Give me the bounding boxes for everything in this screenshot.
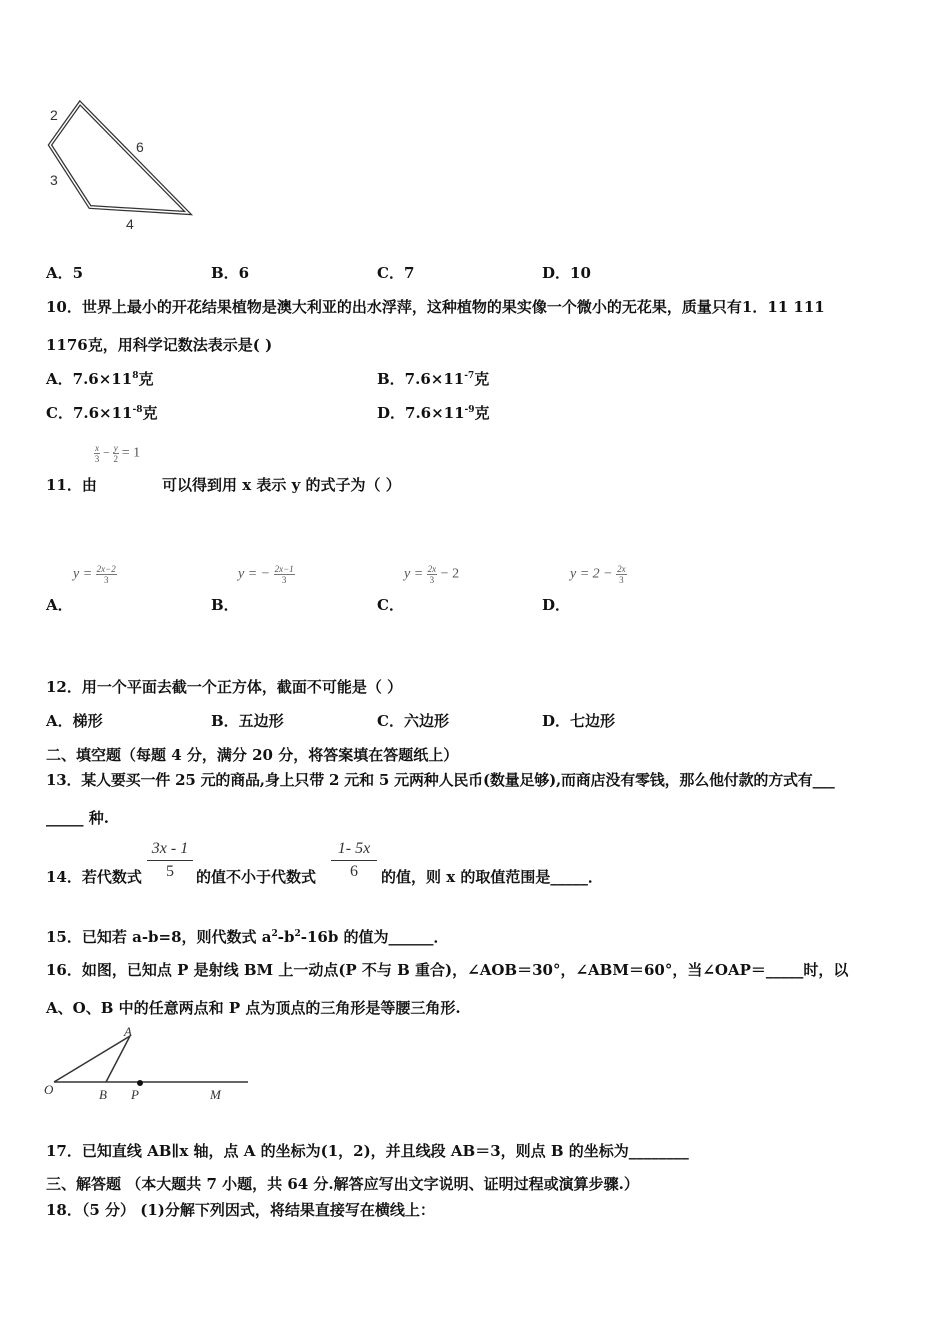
section-3-heading: 三、解答题 （本大题共 7 小题，共 64 分.解答应写出文字说明、证明过程或演算步骤.） [46,1175,639,1193]
q9-option-a: A．5 [46,264,84,282]
q12-stem: 12．用一个平面去截一个正方体，截面不可能是（ ） [46,678,403,696]
q9-option-d: D．10 [542,264,591,282]
label-o: O [44,1082,54,1097]
q12-option-a: A．梯形 [46,712,103,730]
q14-fraction-1: $\frac{3x - 1}{5}$ [147,838,193,883]
q11-formula-a: y = $\frac{2x-2}{3}$ [73,564,116,585]
q10-option-b: B．$7.6\times 11^{-7}$克 [377,370,490,388]
q11-stem: 可以得到用 x 表示 y 的式子为（ ） [162,476,401,494]
q12-option-d: D．七边形 [542,712,616,730]
q11-prefix: 11．由 [46,476,97,494]
q11-formula-b: y = − $\frac{2x-1}{3}$ [238,564,294,585]
q10-option-d: D．$7.6\times 11^{-9}$克 [377,404,490,422]
q14-middle: 的值不小于代数式 [196,868,317,886]
q14-suffix: 的值，则 x 的取值范围是_____． [381,868,603,886]
q12-option-b: B．五边形 [211,712,284,730]
q9-option-c: C．7 [377,264,415,282]
q14-fraction-2: $\frac{1- 5x}{6}$ [331,838,377,883]
q11-letter-a: A． [46,596,73,614]
q10-option-c: C．$7.6\times 11^{-8}$克 [46,404,158,422]
q12-option-c: C．六边形 [377,712,449,730]
q10-stem-line1: 10．世界上最小的开花结果植物是澳大利亚的出水浮萍，这种植物的果实像一个微小的无花果，质量只有1．11 111 [46,298,825,316]
q13-stem-line1: 13．某人要买一件 25 元的商品,身上只带 2 元和 5 元两种人民币(数量足够),而商店没有零钱，那么他付款的方式有___ [46,771,835,789]
q11-formula-c: y = $\frac{2x}{3}$ − 2 [404,564,460,585]
q11-letter-d: D． [542,596,571,614]
label-m: M [210,1087,221,1102]
side-label-6: 6 [136,139,144,155]
q11-letter-b: B． [211,596,239,614]
label-a: A [124,1024,132,1039]
q16-ray-figure [40,1024,255,1104]
label-b: B [99,1087,107,1102]
label-p: P [131,1087,139,1102]
q18-stem: 18．（5 分） (1)分解下列因式，将结果直接写在横线上： [46,1201,435,1219]
quadrilateral-figure [40,95,200,235]
q15-stem: 15．已知若 a-b=8，则代数式 $a^2-b^2-16b$ 的值为______． [46,928,449,946]
q16-stem-line2: A、O、B 中的任意两点和 P 点为顶点的三角形是等腰三角形. [46,999,461,1017]
q10-option-a: A．$7.6\times 11^8$克 [46,370,154,388]
q14-prefix: 14．若代数式 [46,868,142,886]
q11-equation: $\frac{x}{3}$ − $\frac{y}{2}$ = 1 [94,443,141,464]
q10-stem-line2: 1176克，用科学记数法表示是( ) [46,336,273,354]
q17-stem: 17．已知直线 AB∥x 轴，点 A 的坐标为(1，2)，并且线段 AB＝3，则点 B 的坐标为________ [46,1142,689,1160]
section-2-heading: 二、填空题（每题 4 分，满分 20 分，将答案填在答题纸上） [46,746,459,764]
q13-stem-line2: _____ 种. [46,809,109,827]
side-label-3: 3 [50,172,58,188]
q16-stem-line1: 16．如图，已知点 P 是射线 BM 上一动点(P 不与 B 重合)，∠AOB＝30°，∠ABM＝60°，当∠OAP＝_____时，以 [46,961,849,979]
q9-option-b: B．6 [211,264,250,282]
side-label-4: 4 [126,216,134,232]
q11-formula-d: y = 2 − $\frac{2x}{3}$ [570,564,626,585]
side-label-2: 2 [50,107,58,123]
q11-letter-c: C． [377,596,404,614]
